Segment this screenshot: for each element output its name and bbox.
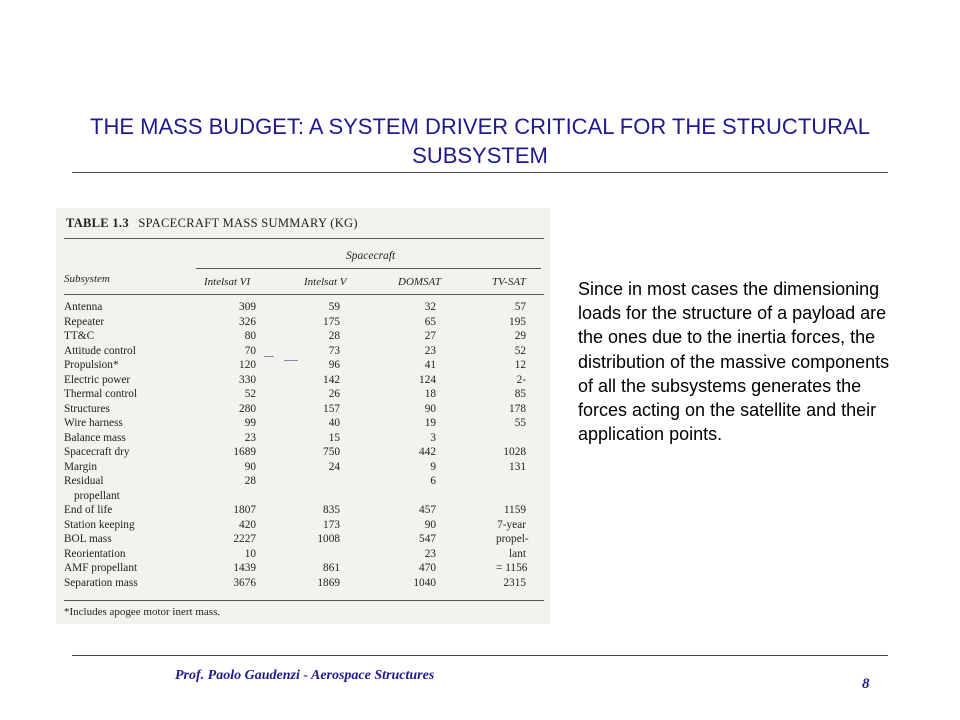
body-paragraph: Since in most cases the dimensioning loads for the structure of a payload are the ones due to the inertia forces, the distribution of the massive components of all the subsystems generates the forces acting on the satellite and their application points. bbox=[578, 279, 890, 445]
table-cell: 32 bbox=[424, 301, 436, 313]
scan-speck bbox=[264, 356, 274, 357]
table-cell: 7-year bbox=[497, 518, 526, 531]
table-cell: 24 bbox=[328, 460, 340, 473]
table-cell: 861 bbox=[323, 562, 340, 574]
table-cell: 195 bbox=[509, 315, 526, 328]
table-cell: 99 bbox=[244, 417, 256, 429]
table-cell: 1008 bbox=[317, 533, 340, 545]
table-row bbox=[56, 431, 550, 445]
table-cell: 23 bbox=[244, 431, 256, 444]
table-cell: 835 bbox=[323, 504, 340, 516]
table-row bbox=[56, 445, 550, 459]
table-cell: 120 bbox=[239, 359, 256, 371]
row-label: Thermal control bbox=[64, 388, 138, 400]
table-cell: 52 bbox=[514, 344, 526, 357]
table-label: TABLE 1.3 bbox=[66, 216, 129, 230]
table-row bbox=[56, 547, 550, 561]
table-cell: 59 bbox=[328, 301, 340, 313]
table-cell: 178 bbox=[509, 402, 526, 415]
table-cell: 2227 bbox=[233, 533, 256, 545]
table-cell: 23 bbox=[424, 344, 436, 357]
row-label: End of life bbox=[64, 504, 113, 516]
table-row bbox=[56, 315, 550, 329]
table-row bbox=[56, 489, 550, 503]
table-cell: 73 bbox=[328, 344, 340, 357]
subsystem-header: Subsystem bbox=[64, 273, 110, 285]
table-cell: 23 bbox=[424, 547, 436, 560]
table-cell: 15 bbox=[328, 431, 340, 444]
table-row bbox=[56, 561, 550, 575]
table-bottom-rule bbox=[64, 600, 544, 601]
table-footnote: *Includes apogee motor inert mass. bbox=[64, 606, 221, 618]
group-rule bbox=[196, 268, 541, 269]
table-cell: 85 bbox=[514, 388, 526, 400]
table-cell: 470 bbox=[419, 562, 436, 574]
table-cell: 6 bbox=[430, 475, 436, 487]
table-row bbox=[56, 402, 550, 416]
row-label: Electric power bbox=[64, 373, 131, 386]
table-cell: 1439 bbox=[233, 562, 256, 574]
table-cell: 750 bbox=[323, 446, 340, 458]
table-row bbox=[56, 474, 550, 488]
footer-author: Prof. Paolo Gaudenzi - Aerospace Structures bbox=[175, 668, 435, 683]
col-header-domsat: DOMSAT bbox=[398, 276, 441, 288]
table-cell: 2- bbox=[516, 373, 526, 386]
row-label: Spacecraft dry bbox=[64, 446, 130, 458]
table-cell: 2315 bbox=[503, 576, 526, 589]
row-label: Repeater bbox=[64, 315, 105, 328]
table-cell: 90 bbox=[424, 518, 436, 531]
table-cell: 175 bbox=[323, 315, 340, 328]
table-cell: 57 bbox=[514, 301, 526, 313]
table-cell: 173 bbox=[323, 518, 340, 531]
table-cell: 131 bbox=[509, 460, 526, 473]
table-cell: 547 bbox=[419, 533, 436, 545]
table-cell: 457 bbox=[419, 504, 436, 516]
row-label: propellant bbox=[74, 489, 120, 502]
table-row bbox=[56, 329, 550, 343]
table-cell: 65 bbox=[424, 315, 436, 328]
table-row bbox=[56, 373, 550, 387]
table-cell: = 1156 bbox=[496, 562, 528, 574]
row-label: Margin bbox=[64, 460, 98, 473]
table-row bbox=[56, 416, 550, 430]
table-cell: 3676 bbox=[233, 576, 256, 589]
table-cell: 41 bbox=[424, 359, 436, 371]
col-header-tv-sat: TV-SAT bbox=[492, 276, 526, 288]
table-cell: 124 bbox=[419, 373, 436, 386]
page-number: 8 bbox=[862, 676, 870, 692]
slide-title: THE MASS BUDGET: A SYSTEM DRIVER CRITICAL FOR THE STRUCTURAL SUBSYSTEM bbox=[90, 114, 870, 168]
row-label: Residual bbox=[64, 475, 104, 487]
row-label: Structures bbox=[64, 402, 110, 415]
row-label: TT&C bbox=[64, 330, 95, 342]
table-cell: 1807 bbox=[233, 504, 256, 516]
table-top-rule bbox=[64, 238, 544, 239]
row-label: Separation mass bbox=[64, 576, 138, 589]
row-label: Wire harness bbox=[64, 417, 123, 429]
table-cell: 309 bbox=[239, 301, 256, 313]
col-header-intelsat-v: Intelsat V bbox=[304, 276, 347, 288]
scan-speck bbox=[284, 360, 298, 361]
table-row bbox=[56, 576, 550, 590]
table-row bbox=[56, 358, 550, 372]
table-row bbox=[56, 344, 550, 358]
table-row bbox=[56, 503, 550, 517]
footer-divider bbox=[72, 655, 888, 656]
table-row bbox=[56, 387, 550, 401]
table-cell: 1159 bbox=[503, 504, 526, 516]
table-cell: 1028 bbox=[503, 446, 526, 458]
table-cell: 157 bbox=[323, 402, 340, 415]
table-cell: 10 bbox=[244, 547, 256, 560]
table-cell: 18 bbox=[424, 388, 436, 400]
table-cell: 28 bbox=[244, 475, 256, 487]
table-cell: 27 bbox=[424, 330, 436, 342]
table-cell: 90 bbox=[244, 460, 256, 473]
table-cell: 1689 bbox=[233, 446, 256, 458]
table-cell: lant bbox=[509, 547, 526, 560]
row-label: BOL mass bbox=[64, 533, 112, 545]
table-cell: 40 bbox=[328, 417, 340, 429]
table-cell: 420 bbox=[239, 518, 256, 531]
table-cell: 29 bbox=[514, 330, 526, 342]
table-cell: 280 bbox=[239, 402, 256, 415]
table-cell: 55 bbox=[514, 417, 526, 429]
row-label: Antenna bbox=[64, 301, 103, 313]
row-label: Station keeping bbox=[64, 518, 135, 531]
col-header-intelsat-vi: Intelsat VI bbox=[204, 276, 251, 288]
table-cell: 70 bbox=[244, 344, 256, 357]
table-cell: 12 bbox=[514, 359, 526, 371]
table-row bbox=[56, 300, 550, 314]
table-cell: 9 bbox=[430, 460, 436, 473]
table-caption bbox=[66, 216, 358, 231]
table-cell: 90 bbox=[424, 402, 436, 415]
table-title: SPACECRAFT MASS SUMMARY (KG) bbox=[138, 216, 358, 230]
group-header: Spacecraft bbox=[346, 250, 396, 262]
table-cell: 19 bbox=[424, 417, 436, 429]
table-cell: 3 bbox=[430, 431, 436, 444]
table-cell: 28 bbox=[328, 330, 340, 342]
table-cell: 26 bbox=[328, 388, 340, 400]
table-cell: 80 bbox=[244, 330, 256, 342]
table-cell: 326 bbox=[239, 315, 256, 328]
mass-summary-table bbox=[56, 208, 550, 624]
table-cell: propel- bbox=[496, 533, 529, 545]
row-label: AMF propellant bbox=[64, 562, 138, 574]
row-label: Propulsion* bbox=[64, 359, 119, 371]
row-label: Attitude control bbox=[64, 344, 136, 357]
table-row bbox=[56, 460, 550, 474]
table-cell: 1040 bbox=[413, 576, 436, 589]
table-row bbox=[56, 532, 550, 546]
table-cell: 1869 bbox=[317, 576, 340, 589]
title-divider bbox=[72, 172, 888, 173]
row-label: Balance mass bbox=[64, 431, 126, 444]
row-label: Reorientation bbox=[64, 547, 126, 560]
table-row bbox=[56, 518, 550, 532]
table-cell: 442 bbox=[419, 446, 436, 458]
table-cell: 96 bbox=[328, 359, 340, 371]
table-cell: 330 bbox=[239, 373, 256, 386]
header-bottom-rule bbox=[64, 294, 544, 295]
table-cell: 52 bbox=[244, 388, 256, 400]
table-cell: 142 bbox=[323, 373, 340, 386]
